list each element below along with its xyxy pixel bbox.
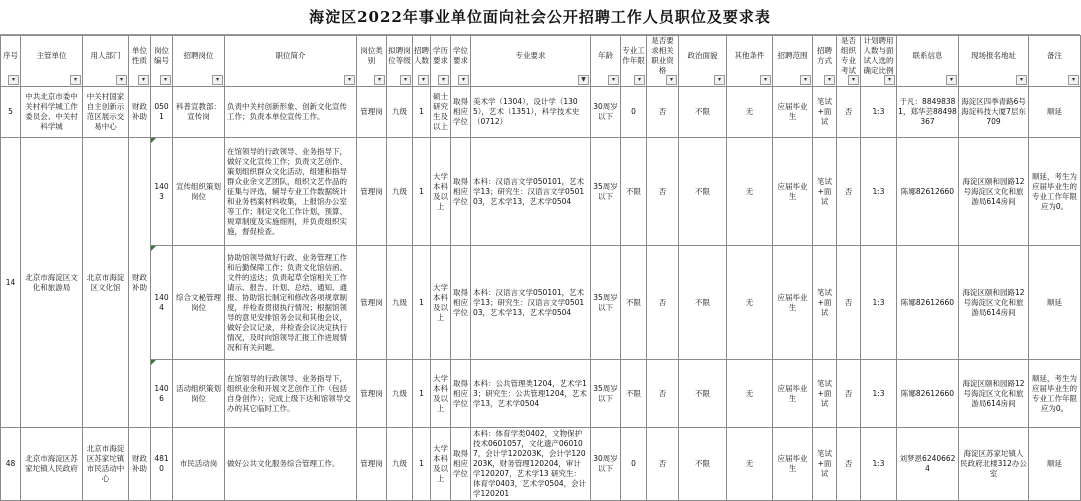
cell-level[interactable]: 九级 xyxy=(387,138,413,246)
cell-contact[interactable]: 陈娜82612660 xyxy=(897,138,959,246)
filter-dropdown-icon: ▾ xyxy=(458,75,469,85)
filter-dropdown-icon: ▾ xyxy=(666,75,677,85)
cell-num[interactable]: 1 xyxy=(413,87,431,138)
cell-intro[interactable]: 负责中关村创新形象、创新文化宣传工作；负责本单位宣传工作。 xyxy=(225,87,357,138)
cell-num[interactable]: 1 xyxy=(413,360,431,428)
header-cell[interactable]: 招聘范围 ▾ xyxy=(773,36,813,87)
cell-num[interactable]: 1 xyxy=(413,138,431,246)
cell-addr[interactable]: 海淀区四季青路6号海淀科技大厦7层东709 xyxy=(959,87,1029,138)
filter-dropdown-icon: ▾ xyxy=(884,75,895,85)
header-cell[interactable]: 专业要求 ▼ xyxy=(471,36,591,87)
filter-dropdown-icon: ▾ xyxy=(70,75,81,85)
filter-dropdown-icon: ▾ xyxy=(608,75,619,85)
cell-major[interactable]: 本科：体育学类0402，文物保护技术0601057，文化遗产060107，会计学120203K，会计学120203K，财务管理120204，审计学120207，艺术学13 研究生：体育学0403，艺术学0504，会计学120201 xyxy=(471,428,591,501)
cell-scope[interactable]: 应届毕业生 xyxy=(773,87,813,138)
filter-dropdown-icon: ▾ xyxy=(418,75,429,85)
cell-age[interactable]: 35周岁以下 xyxy=(591,138,621,246)
cell-pol[interactable]: 不限 xyxy=(679,428,727,501)
cell-unit[interactable]: 北京市海淀区苏家坨镇市民活动中心 xyxy=(83,428,129,501)
cell-scope[interactable]: 应届毕业生 xyxy=(773,360,813,428)
header-cell[interactable]: 现场报名地址 ▾ xyxy=(959,36,1029,87)
cell-intro[interactable]: 在馆领导的行政领导、业务指导下，组织业余和开展文艺创作工作（包括自身创作）；完成上级下达和馆领导交办的其它临时工作。 xyxy=(225,360,357,428)
filter-dropdown-icon: ▾ xyxy=(848,75,859,85)
cell-addr[interactable]: 海淀区颐和园路12号海淀区文化和旅游局614房间 xyxy=(959,360,1029,428)
cell-seq[interactable]: 14 xyxy=(1,138,21,428)
header-cell[interactable]: 岗位编号 ▾ xyxy=(151,36,173,87)
cell-age[interactable]: 30周岁以下 xyxy=(591,428,621,501)
cell-exam[interactable]: 否 xyxy=(837,246,861,360)
header-cell[interactable]: 用人部门 ▾ xyxy=(83,36,129,87)
cell-level[interactable]: 九级 xyxy=(387,87,413,138)
cell-cat[interactable]: 管理岗 xyxy=(357,246,387,360)
header-cell[interactable]: 主管单位 ▾ xyxy=(21,36,83,87)
cell-cert[interactable]: 否 xyxy=(647,428,679,501)
cell-age[interactable]: 35周岁以下 xyxy=(591,360,621,428)
cell-years[interactable]: 不限 xyxy=(621,360,647,428)
header-cell[interactable]: 政治面貌 ▾ xyxy=(679,36,727,87)
filter-dropdown-icon: ▾ xyxy=(946,75,957,85)
cell-ratio[interactable]: 1:3 xyxy=(861,87,897,138)
cell-degree[interactable]: 取得相应学位 xyxy=(451,428,471,501)
cell-ratio[interactable]: 1:3 xyxy=(861,246,897,360)
cell-edu[interactable]: 大学本科及以上 xyxy=(431,428,451,501)
cell-ratio[interactable]: 1:3 xyxy=(861,428,897,501)
comment-marker-icon xyxy=(151,138,156,143)
cell-cert[interactable]: 否 xyxy=(647,87,679,138)
cell-unit[interactable]: 中关村国家自主创新示范区展示交易中心 xyxy=(83,87,129,138)
filter-dropdown-icon: ▾ xyxy=(212,75,223,85)
cell-exam[interactable]: 否 xyxy=(837,87,861,138)
cell-pol[interactable]: 不限 xyxy=(679,87,727,138)
cell-addr[interactable]: 海淀区颐和园路12号海淀区文化和旅游局614房间 xyxy=(959,138,1029,246)
cell-note[interactable]: 顺延，考生为应届毕业生的专业工作年限应为0。 xyxy=(1029,360,1081,428)
cell-post[interactable]: 科普宣教部：宣传岗 xyxy=(173,87,225,138)
filter-dropdown-icon: ▾ xyxy=(116,75,127,85)
cell-degree[interactable]: 取得相应学位 xyxy=(451,87,471,138)
cell-cat[interactable]: 管理岗 xyxy=(357,87,387,138)
cell-exam[interactable]: 否 xyxy=(837,360,861,428)
header-cell[interactable]: 是否组织专业考试 ▾ xyxy=(837,36,861,87)
filter-dropdown-icon: ▾ xyxy=(138,75,149,85)
cell-contact[interactable]: 于凡：88498381，郑华芸88498367 xyxy=(897,87,959,138)
cell-degree[interactable]: 取得相应学位 xyxy=(451,246,471,360)
cell-age[interactable]: 35周岁以下 xyxy=(591,246,621,360)
header-row xyxy=(1,36,1081,87)
header-cell[interactable]: 岗位类别 ▾ xyxy=(357,36,387,87)
cell-pol[interactable]: 不限 xyxy=(679,360,727,428)
cell-edu[interactable]: 硕士研究生及以上 xyxy=(431,87,451,138)
header-cell[interactable]: 学历要求 ▾ xyxy=(431,36,451,87)
header-cell[interactable]: 拟聘岗位等级 ▾ xyxy=(387,36,413,87)
cell-code[interactable]: 1403 xyxy=(151,138,173,246)
cell-contact[interactable]: 刘梦恩62406624 xyxy=(897,428,959,501)
cell-major[interactable]: 美术学（1304），设计学（1305），艺术（1351），科学技术史（0712） xyxy=(471,87,591,138)
header-cell[interactable]: 招聘方式 ▾ xyxy=(813,36,837,87)
cell-years[interactable]: 0 xyxy=(621,87,647,138)
cell-other[interactable]: 无 xyxy=(727,246,773,360)
cell-other[interactable]: 无 xyxy=(727,428,773,501)
job-table xyxy=(0,35,1081,501)
cell-note[interactable]: 顺延 xyxy=(1029,246,1081,360)
cell-post[interactable]: 市民活动岗 xyxy=(173,428,225,501)
cell-cat[interactable]: 管理岗 xyxy=(357,138,387,246)
filter-dropdown-icon: ▾ xyxy=(344,75,355,85)
cell-major[interactable]: 本科：汉语言文学050101，艺术学13；研究生：汉语言文学050103，艺术学13，艺术学0504 xyxy=(471,246,591,360)
header-cell[interactable]: 招聘岗位 ▾ xyxy=(173,36,225,87)
cell-cert[interactable]: 否 xyxy=(647,360,679,428)
cell-nature[interactable]: 财政补助 xyxy=(129,138,151,428)
header-cell[interactable]: 是否要求相关职业资格 ▾ xyxy=(647,36,679,87)
filter-dropdown-icon: ▾ xyxy=(1068,75,1079,85)
cell-dept[interactable]: 北京市海淀区苏家坨镇人民政府 xyxy=(21,428,83,501)
cell-code[interactable]: 0501 xyxy=(151,87,173,138)
table-row xyxy=(1,360,1081,428)
cell-post[interactable]: 宣传组织策划岗位 xyxy=(173,138,225,246)
cell-note[interactable]: 顺延 xyxy=(1029,428,1081,501)
cell-intro[interactable]: 做好公共文化服务综合管理工作。 xyxy=(225,428,357,501)
header-cell[interactable]: 招聘人数 ▾ xyxy=(413,36,431,87)
filter-dropdown-icon: ▾ xyxy=(160,75,171,85)
filter-dropdown-icon: ▾ xyxy=(760,75,771,85)
header-cell[interactable]: 其他条件 ▾ xyxy=(727,36,773,87)
cell-method[interactable]: 笔试+面试 xyxy=(813,428,837,501)
cell-cert[interactable]: 否 xyxy=(647,138,679,246)
cell-ratio[interactable]: 1:3 xyxy=(861,360,897,428)
header-cell[interactable]: 职位简介 ▾ xyxy=(225,36,357,87)
table-row xyxy=(1,246,1081,360)
cell-years[interactable]: 不限 xyxy=(621,246,647,360)
header-cell[interactable]: 联系信息 ▾ xyxy=(897,36,959,87)
cell-other[interactable]: 无 xyxy=(727,360,773,428)
cell-num[interactable]: 1 xyxy=(413,246,431,360)
comment-marker-icon xyxy=(151,246,156,251)
cell-cat[interactable]: 管理岗 xyxy=(357,360,387,428)
cell-edu[interactable]: 大学本科及以上 xyxy=(431,360,451,428)
table-row xyxy=(1,87,1081,138)
cell-code[interactable]: 1404 xyxy=(151,246,173,360)
cell-years[interactable]: 不限 xyxy=(621,138,647,246)
cell-seq[interactable]: 48 xyxy=(1,428,21,501)
filter-dropdown-icon: ▾ xyxy=(1016,75,1027,85)
header-cell[interactable]: 计划聘用人数与面试人选的确定比例 ▾ xyxy=(861,36,897,87)
cell-seq[interactable]: 5 xyxy=(1,87,21,138)
table-row xyxy=(1,428,1081,501)
cell-addr[interactable]: 海淀区颐和园路12号海淀区文化和旅游局614房间 xyxy=(959,246,1029,360)
header-cell[interactable]: 学位要求 ▾ xyxy=(451,36,471,87)
cell-dept[interactable]: 北京市海淀区文化和旅游局 xyxy=(21,138,83,428)
cell-nature[interactable]: 财政补助 xyxy=(129,428,151,501)
filter-dropdown-icon: ▾ xyxy=(800,75,811,85)
cell-major[interactable]: 本科：汉语言文学050101，艺术学13；研究生：汉语言文学050103，艺术学13，艺术学0504 xyxy=(471,138,591,246)
cell-pol[interactable]: 不限 xyxy=(679,246,727,360)
filter-dropdown-icon: ▾ xyxy=(824,75,835,85)
header-cell[interactable]: 单位性质 ▾ xyxy=(129,36,151,87)
cell-contact[interactable]: 陈娜82612660 xyxy=(897,246,959,360)
header-cell[interactable]: 备注 ▾ xyxy=(1029,36,1081,87)
cell-years[interactable]: 0 xyxy=(621,428,647,501)
header-cell[interactable]: 专业工作年限 ▾ xyxy=(621,36,647,87)
cell-level[interactable]: 九级 xyxy=(387,428,413,501)
table-title: 海淀区2022年事业单位面向社会公开招聘工作人员职位及要求表 xyxy=(0,0,1080,35)
cell-contact[interactable]: 陈娜82612660 xyxy=(897,360,959,428)
cell-num[interactable]: 1 xyxy=(413,428,431,501)
filter-dropdown-icon: ▾ xyxy=(438,75,449,85)
cell-cat[interactable]: 管理岗 xyxy=(357,428,387,501)
cell-age[interactable]: 30周岁以下 xyxy=(591,87,621,138)
cell-method[interactable]: 笔试+面试 xyxy=(813,138,837,246)
filter-dropdown-icon: ▾ xyxy=(8,75,19,85)
header-cell[interactable]: 序号 ▾ xyxy=(1,36,21,87)
cell-nature[interactable]: 财政补助 xyxy=(129,87,151,138)
cell-level[interactable]: 九级 xyxy=(387,360,413,428)
cell-degree[interactable]: 取得相应学位 xyxy=(451,360,471,428)
cell-scope[interactable]: 应届毕业生 xyxy=(773,138,813,246)
cell-unit[interactable]: 北京市海淀区文化馆 xyxy=(83,138,129,428)
cell-method[interactable]: 笔试+面试 xyxy=(813,87,837,138)
cell-intro[interactable]: 协助馆领导做好行政、业务管理工作和后勤保障工作；负责文化馆信函、文件的送达；负责起草全馆相关工作请示、报告、计划、总结、通知、通报、协助馆长制定和修改各项规章制度，并检查贯彻执行情况；根据馆领导的意见安排馆务会议和其他会议，做好会议记录，并检查会议决定执行情况，及时向馆领导汇报工作进展情况和有关问题。 xyxy=(225,246,357,360)
table-row xyxy=(1,138,1081,246)
cell-level[interactable]: 九级 xyxy=(387,246,413,360)
cell-intro[interactable]: 在馆领导的行政领导、业务指导下，做好文化宣传工作；负责文艺创作、策划组织群众文化活动，组建和指导群众业余文艺团队，组织文艺作品的征集与评选，辅导专业工作数据统计和业务档案材料收集，上报馆办公室等工作；制定文化工作计划，预算、规章制度及实施细则，并负责组织实施，督促检查。 xyxy=(225,138,357,246)
cell-exam[interactable]: 否 xyxy=(837,138,861,246)
cell-method[interactable]: 笔试+面试 xyxy=(813,246,837,360)
cell-scope[interactable]: 应届毕业生 xyxy=(773,428,813,501)
cell-major[interactable]: 本科：公共管理类1204，艺术学13；研究生：公共管理1204，艺术学13，艺术学0504 xyxy=(471,360,591,428)
cell-other[interactable]: 无 xyxy=(727,138,773,246)
cell-edu[interactable]: 大学本科及以上 xyxy=(431,138,451,246)
cell-note[interactable]: 顺延 xyxy=(1029,87,1081,138)
cell-note[interactable]: 顺延，考生为应届毕业生的专业工作年限应为0。 xyxy=(1029,138,1081,246)
cell-dept[interactable]: 中共北京市委中关村科学城工作委员会、中关村科学城 xyxy=(21,87,83,138)
cell-post[interactable]: 综合文秘管理岗位 xyxy=(173,246,225,360)
cell-ratio[interactable]: 1:3 xyxy=(861,138,897,246)
cell-method[interactable]: 笔试+面试 xyxy=(813,360,837,428)
cell-other[interactable]: 无 xyxy=(727,87,773,138)
cell-code[interactable]: 4810 xyxy=(151,428,173,501)
filter-dropdown-icon: ▾ xyxy=(400,75,411,85)
header-cell[interactable]: 年龄 ▾ xyxy=(591,36,621,87)
cell-degree[interactable]: 取得相应学位 xyxy=(451,138,471,246)
cell-addr[interactable]: 海淀区苏家坨镇人民政府北楼312办公室 xyxy=(959,428,1029,501)
cell-code[interactable]: 1406 xyxy=(151,360,173,428)
cell-post[interactable]: 活动组织策划岗位 xyxy=(173,360,225,428)
comment-marker-icon xyxy=(151,360,156,365)
filter-dropdown-icon: ▾ xyxy=(714,75,725,85)
cell-cert[interactable]: 否 xyxy=(647,246,679,360)
filter-active-icon: ▼ xyxy=(578,75,589,85)
cell-pol[interactable]: 不限 xyxy=(679,138,727,246)
filter-dropdown-icon: ▾ xyxy=(634,75,645,85)
cell-scope[interactable]: 应届毕业生 xyxy=(773,246,813,360)
cell-edu[interactable]: 大学本科及以上 xyxy=(431,246,451,360)
filter-dropdown-icon: ▾ xyxy=(374,75,385,85)
cell-exam[interactable]: 否 xyxy=(837,428,861,501)
